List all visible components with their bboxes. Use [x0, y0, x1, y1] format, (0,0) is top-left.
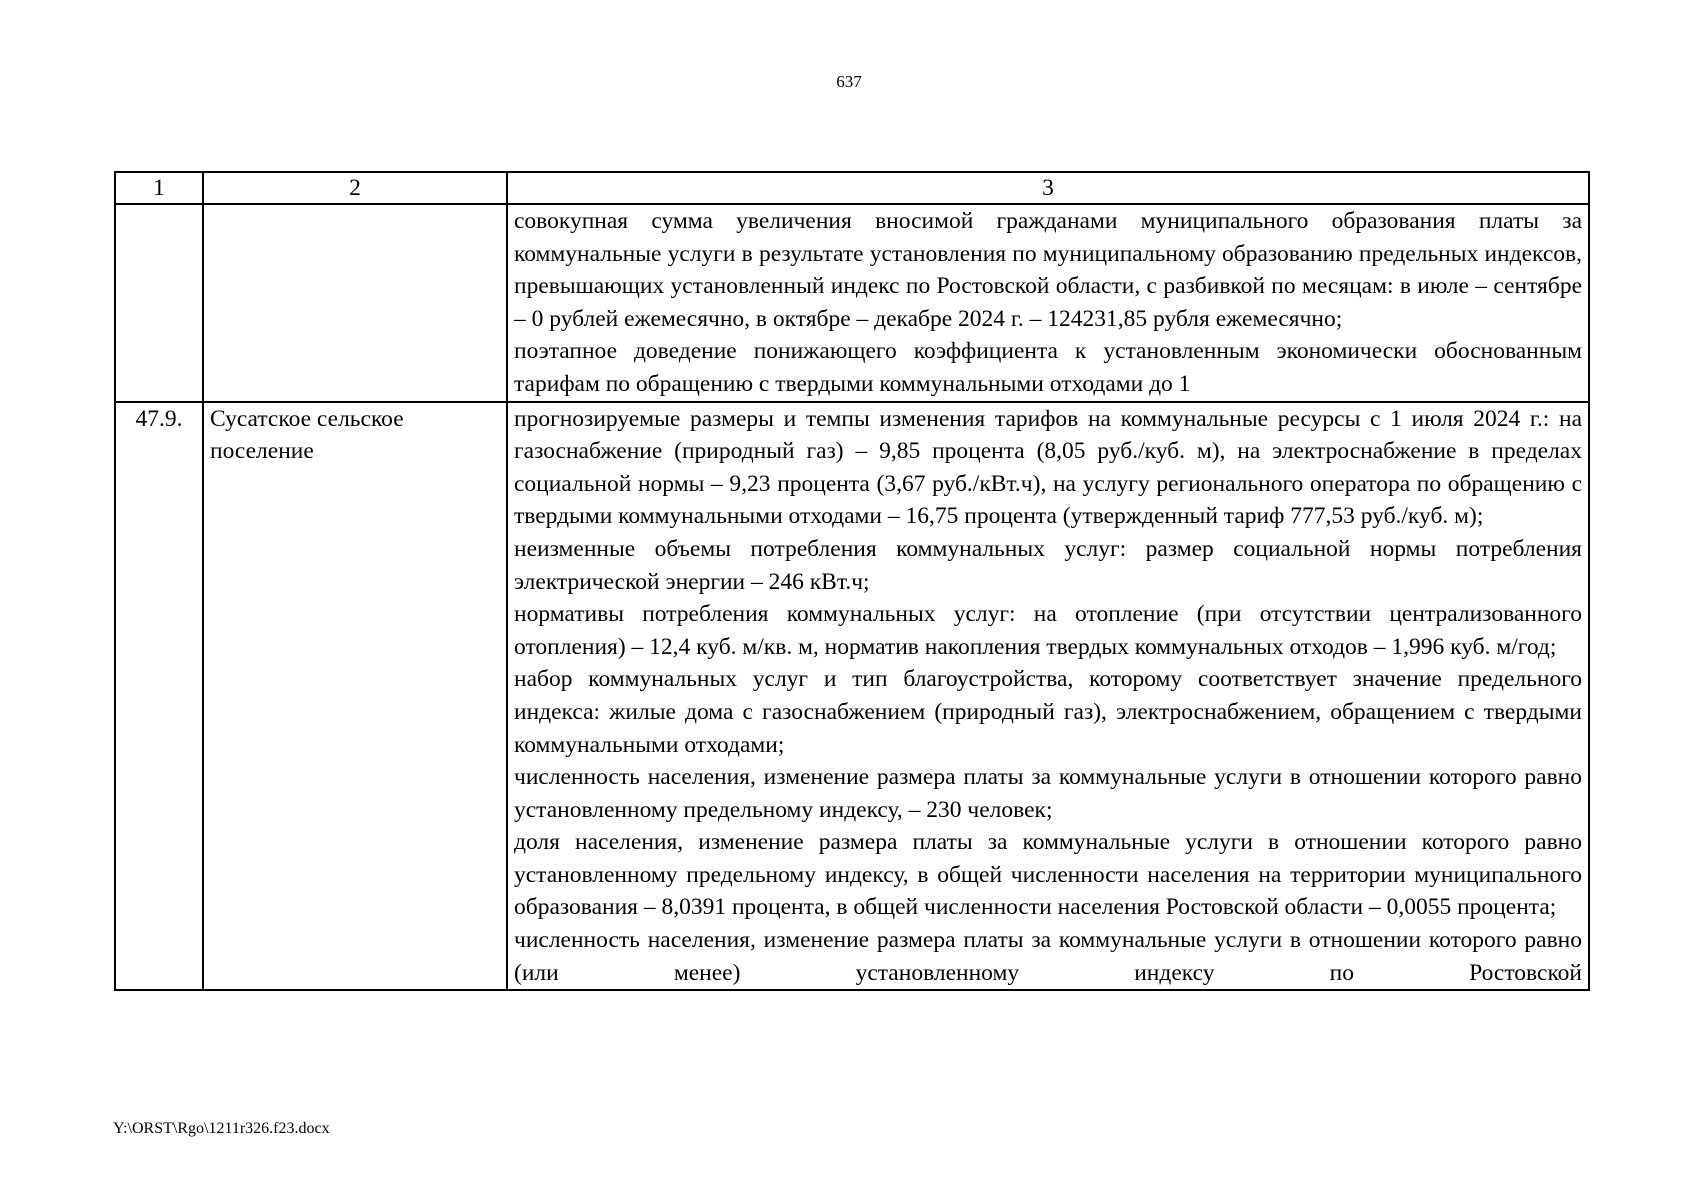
municipality-name — [203, 204, 507, 402]
column-header-2: 2 — [203, 172, 507, 204]
description-paragraph: поэтапное доведение понижающего коэффициента к установленным экономически обоснованным тарифам по обращению с твердыми коммунальными отходами до 1 — [514, 338, 1582, 397]
row-number — [115, 204, 203, 402]
column-header-1: 1 — [115, 172, 203, 204]
description-paragraph: совокупная сумма увеличения вносимой гражданами муниципального образования платы за коммунальные услуги в результате установления по муниципальному образованию предельных индексов, превышающих установленный индекс по Ростовской области, с разбивкой по месяцам: в июле – сентябре – 0 рублей ежемесячно, в октябре – декабре 2024 г. – 124231,85 рубля ежемесячно; — [514, 208, 1582, 332]
description-paragraph: нормативы потребления коммунальных услуг: на отопление (при отсутствии централизованного отопления) – 12,4 куб. м/кв. м, норматив накопления твердых коммунальных отходов – 1,996 куб. м/год; — [514, 601, 1582, 660]
column-header-3: 3 — [507, 172, 1589, 204]
row-description — [507, 204, 1589, 402]
file-path-footer: Y:\ORST\Rgo\1211r326.f23.docx — [113, 1120, 330, 1137]
row-number: 47.9. — [115, 402, 203, 991]
description-paragraph: неизменные объемы потребления коммунальных услуг: размер социальной нормы потребления электрической энергии – 246 кВт.ч; — [514, 535, 1582, 595]
description-paragraph: численность населения, изменение размера платы за коммунальные услуги в отношении которого равно (или менее) установленному индексу по Ростовской — [514, 927, 1582, 986]
page-number: 637 — [836, 72, 862, 91]
municipality-name: Сусатское сельское поселение — [203, 402, 507, 991]
description-paragraph: набор коммунальных услуг и тип благоустройства, которому соответствует значение предельного индекса: жилые дома с газоснабжением (природный газ), электроснабжением, обращением с твердыми коммунальными отходами; — [514, 666, 1582, 758]
row-description — [507, 402, 1589, 991]
description-paragraph: численность населения, изменение размера платы за коммунальные услуги в отношении которого равно установленному предельному индексу, – 230 человек; — [514, 764, 1582, 823]
document-table — [114, 171, 1590, 991]
description-paragraph: доля населения, изменение размера платы за коммунальные услуги в отношении которого равно установленному предельному индексу, в общей численности населения на территории муниципального образования – 8,0391 процента, в общей численности населения Ростовской области – 0,0055 процента; — [514, 829, 1582, 921]
description-paragraph: прогнозируемые размеры и темпы изменения тарифов на коммунальные ресурсы с 1 июля 2024 г.: на газоснабжение (природный газ) – 9,85 процента (8,05 руб./куб. м), на электроснабжение в пределах социальной нормы – 9,23 процента (3,67 руб./кВт.ч), на услугу регионального оператора по обращению с твердыми коммунальными отходами – 16,75 процента (утвержденный тариф 777,53 руб./куб. м); — [514, 405, 1582, 530]
table-row — [115, 402, 1589, 991]
table-row — [115, 204, 1589, 402]
table-header-row — [115, 172, 1589, 204]
